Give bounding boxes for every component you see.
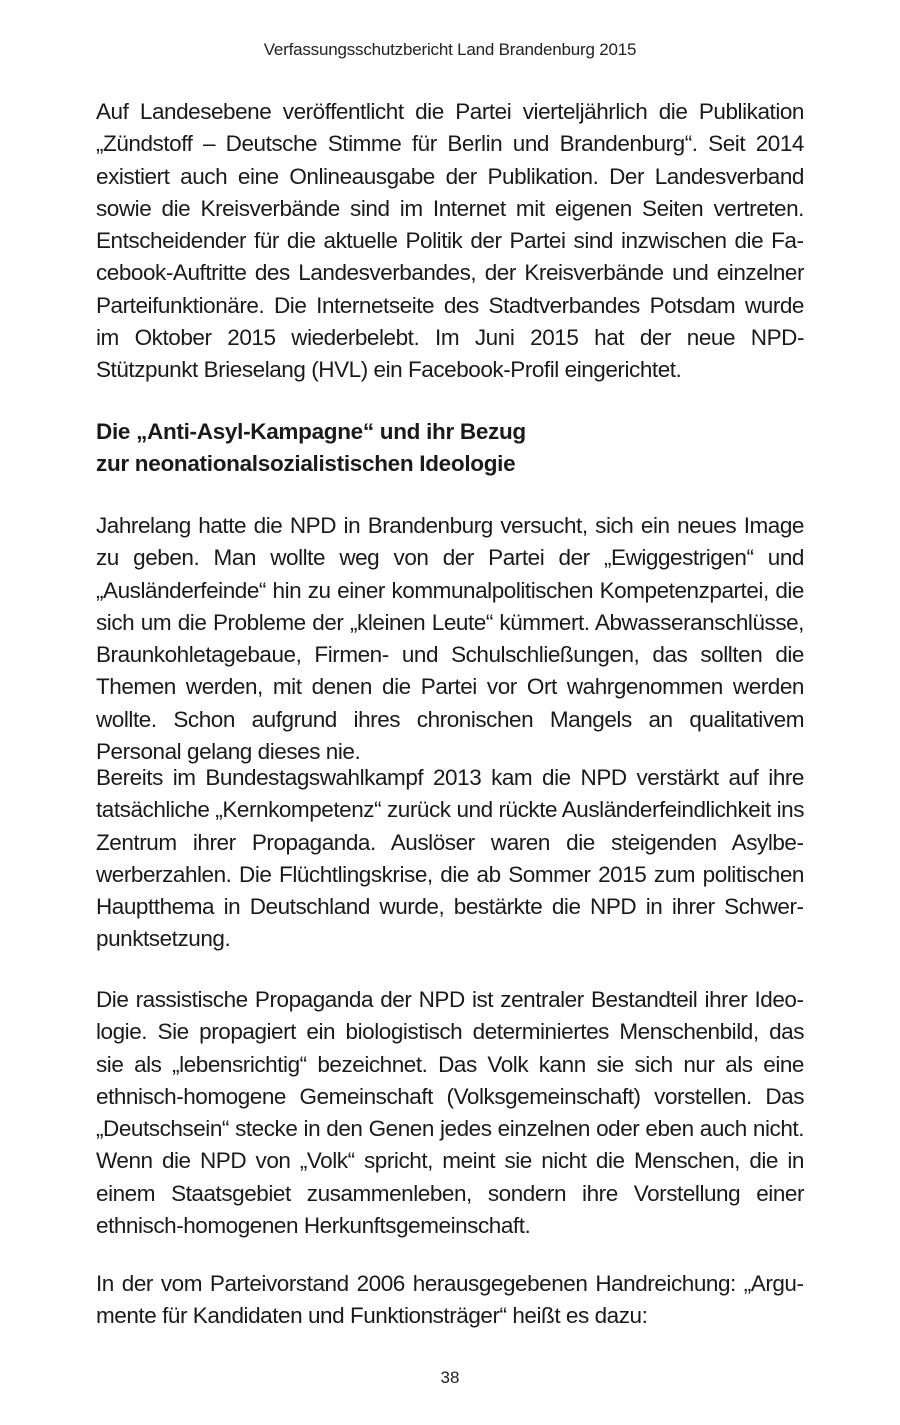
section-heading — [96, 416, 804, 481]
paragraph-image-change: Jahrelang hatte die NPD in Brandenburg versucht, sich ein neues Image zu geben. Man wollte weg von der Partei der „Ewiggestrigen“ und „Ausländerfeinde“ hin zu einer kommunalpolitischen Kompetenzpartei, die sich um die Probleme der „kleinen Leute“ kümmert. Abwasseranschlüsse, Braunkohletagebaue, Firmen- und Schulschließungen, das sollten die Themen werden, mit denen die Partei vor Ort wahrgenommen werden wollte. Schon aufgrund ihres chronischen Mangels an qualitativem Personal gelang dieses nie. — [96, 513, 804, 765]
paragraph-handbook-quote-intro: In der vom Parteivorstand 2006 herausgegebenen Handreichung: „Argumente für Kandidaten und Funktionsträger“ heißt es dazu: — [96, 1271, 804, 1329]
section-heading-line-2: zur neonationalsozialistischen Ideologie — [96, 451, 516, 477]
paragraph-racist-propaganda: Die rassistische Propaganda der NPD ist zentraler Bestandteil ihrer Ideologie. Sie propagiert ein biologistisch determiniertes Menschenbild, das sie als „lebensrichtig“ bezeichnet. Das Volk kann sie sich nur als eine ethnisch-homogene Gemeinschaft (Volksgemeinschaft) vorstellen. Das „Deutschsein“ stecke in den Genen jedes einzelnen oder eben auch nicht. Wenn die NPD von „Volk“ spricht, meint sie nicht die Menschen, die in einem Staatsgebiet zusammenleben, sondern ihre Vorstellung einer ethnisch-homogenen Herkunftsgemeinschaft. — [96, 987, 804, 1239]
paragraph-election-campaign: Bereits im Bundestagswahlkampf 2013 kam die NPD verstärkt auf ihre tatsächliche „Kernkompetenz“ zurück und rückte Ausländerfeindlichkeit ins Zentrum ihrer Propaganda. Auslöser waren die steigenden Asylbewerberzahlen. Die Flüchtlingskrise, die ab Sommer 2015 zum politischen Hauptthema in Deutschland wurde, bestärkte die NPD in ihrer Schwerpunktsetzung. — [96, 765, 804, 952]
paragraph-publications: Auf Landesebene veröffentlicht die Partei vierteljährlich die Publikation „Zündstoff – Deutsche Stimme für Berlin und Brandenburg“. Seit 2014 existiert auch eine Onlineausgabe der Publikation. Der Landesverband sowie die Kreisverbände sind im Internet mit eigenen Seiten vertreten. Entscheidender für die aktuelle Politik der Partei sind inzwischen die Facebook-Auftritte des Landesverbandes, der Kreisverbände und einzelner Parteifunktionäre. Die Internetseite des Stadtverbandes Potsdam wurde im Oktober 2015 wiederbelebt. Im Juni 2015 hat der neue NPD-Stützpunkt Brieselang (HVL) ein Facebook-Profil eingerichtet. — [96, 99, 804, 383]
page-number: 38 — [440, 1368, 460, 1387]
running-header: Verfassungsschutzbericht Land Brandenburg 2015 — [263, 40, 637, 59]
section-heading-line-1: Die „Anti-Asyl-Kampagne“ und ihr Bezug — [96, 419, 526, 444]
